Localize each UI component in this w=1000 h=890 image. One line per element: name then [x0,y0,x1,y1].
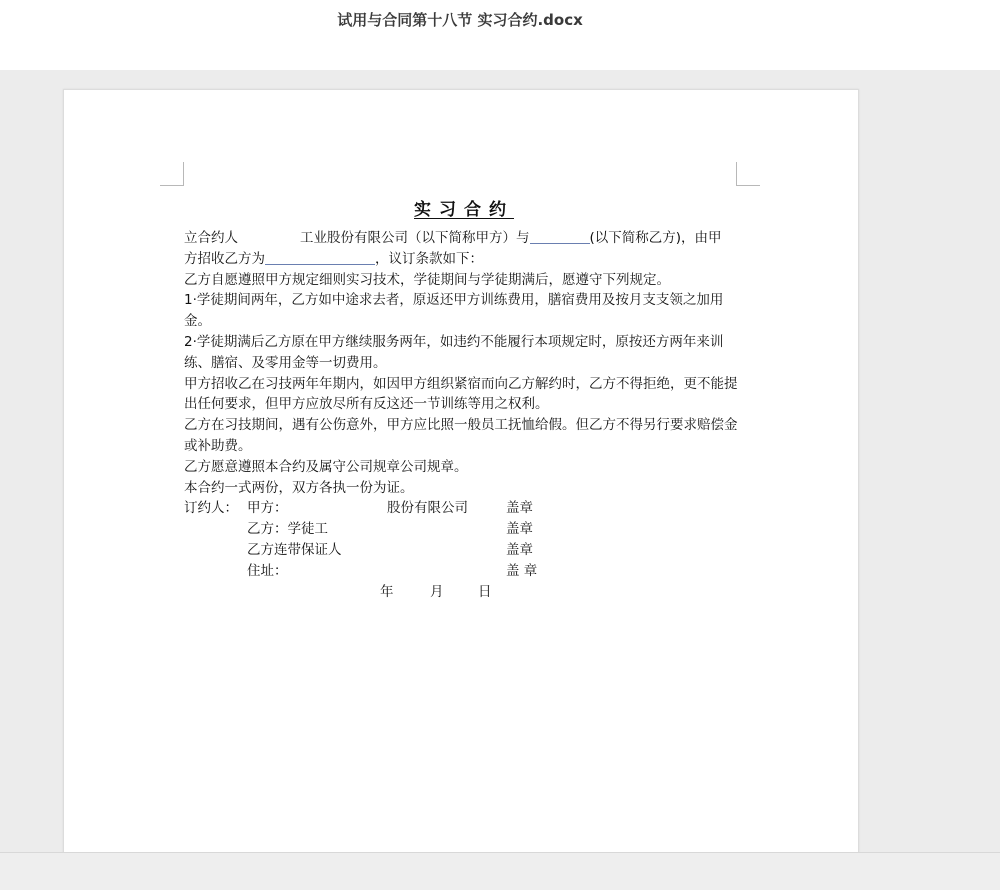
position-blank [265,251,375,265]
date-month: 月 [430,584,444,601]
paragraph-copies: 本合约一式两份，双方各执一份为证。 [184,479,414,496]
margin-marker-top-left [160,162,184,186]
seal-label: 盖章 [506,500,533,517]
document-page [63,89,859,859]
clause-2: 2·学徒期满后乙方原在甲方继续服务两年，如违约不能履行本项规定时，原按还方两年来训练、膳宿、及零用金等一切费用。 [184,333,724,371]
paragraph-intro: 乙方自愿遵照甲方规定细则实习技术，学徒期间与学徒期满后，愿遵守下列规定。 [184,271,670,288]
signature-row-address [184,561,744,582]
party-a-company: 股份有限公司 [387,500,468,517]
signature-row-party-a [184,498,744,519]
paragraph-termination: 甲方招收乙在习技两年年期内，如因甲方组织紧宿而向乙方解约时，乙方不得拒绝，更不能提出任何要求，但甲方应放尽所有反这还一节训练等用之权利。 [184,375,738,413]
signature-row-guarantor [184,540,744,561]
date-day: 日 [478,584,492,601]
party-b-description: (以下简称乙方)，由甲 [589,230,722,246]
paragraph-injury: 乙方在习技期间，遇有公伤意外，甲方应比照一般员工抚恤给假。但乙方不得另行要求赔偿金或补助费。 [184,417,738,454]
party-b-label: 乙方：学徒工 [247,521,328,538]
paragraph-compliance: 乙方愿意遵照本合约及属守公司规章公司规章。 [184,458,468,475]
document-title: 试用与合同第十八节 实习合约.docx [337,11,583,29]
seal-label: 盖章 [506,521,533,538]
date-year: 年 [380,584,394,601]
party-a-label: 甲方： [247,500,288,517]
signatory-label: 订约人： [184,500,238,517]
position-tail: ，议订条款如下： [375,250,483,267]
address-label: 住址： [247,563,288,580]
margin-marker-top-right [736,162,760,186]
party-b-blank [530,230,590,244]
signature-row-party-b [184,519,744,540]
seal-label: 盖章 [506,542,533,559]
seal-label: 盖 章 [506,563,538,580]
party-a-description: 工业股份有限公司（以下简称甲方）与 [300,230,530,246]
party-line-lead: 立合约人 [184,230,238,246]
position-line [184,249,744,270]
position-lead: 方招收乙方为 [184,250,265,267]
guarantor-label: 乙方连带保证人 [247,542,342,559]
clause-1: 1·学徒期间两年，乙方如中途求去者，原返还甲方训练费用，膳宿费用及按月支支领之加用金。 [184,292,724,330]
title-bar [0,0,1000,70]
document-viewer[interactable] [0,70,1000,852]
bottom-bar [0,852,1000,890]
party-line [184,228,744,249]
document-body [184,198,744,603]
contract-heading: 实习合约 [414,200,514,220]
date-line [184,582,744,603]
